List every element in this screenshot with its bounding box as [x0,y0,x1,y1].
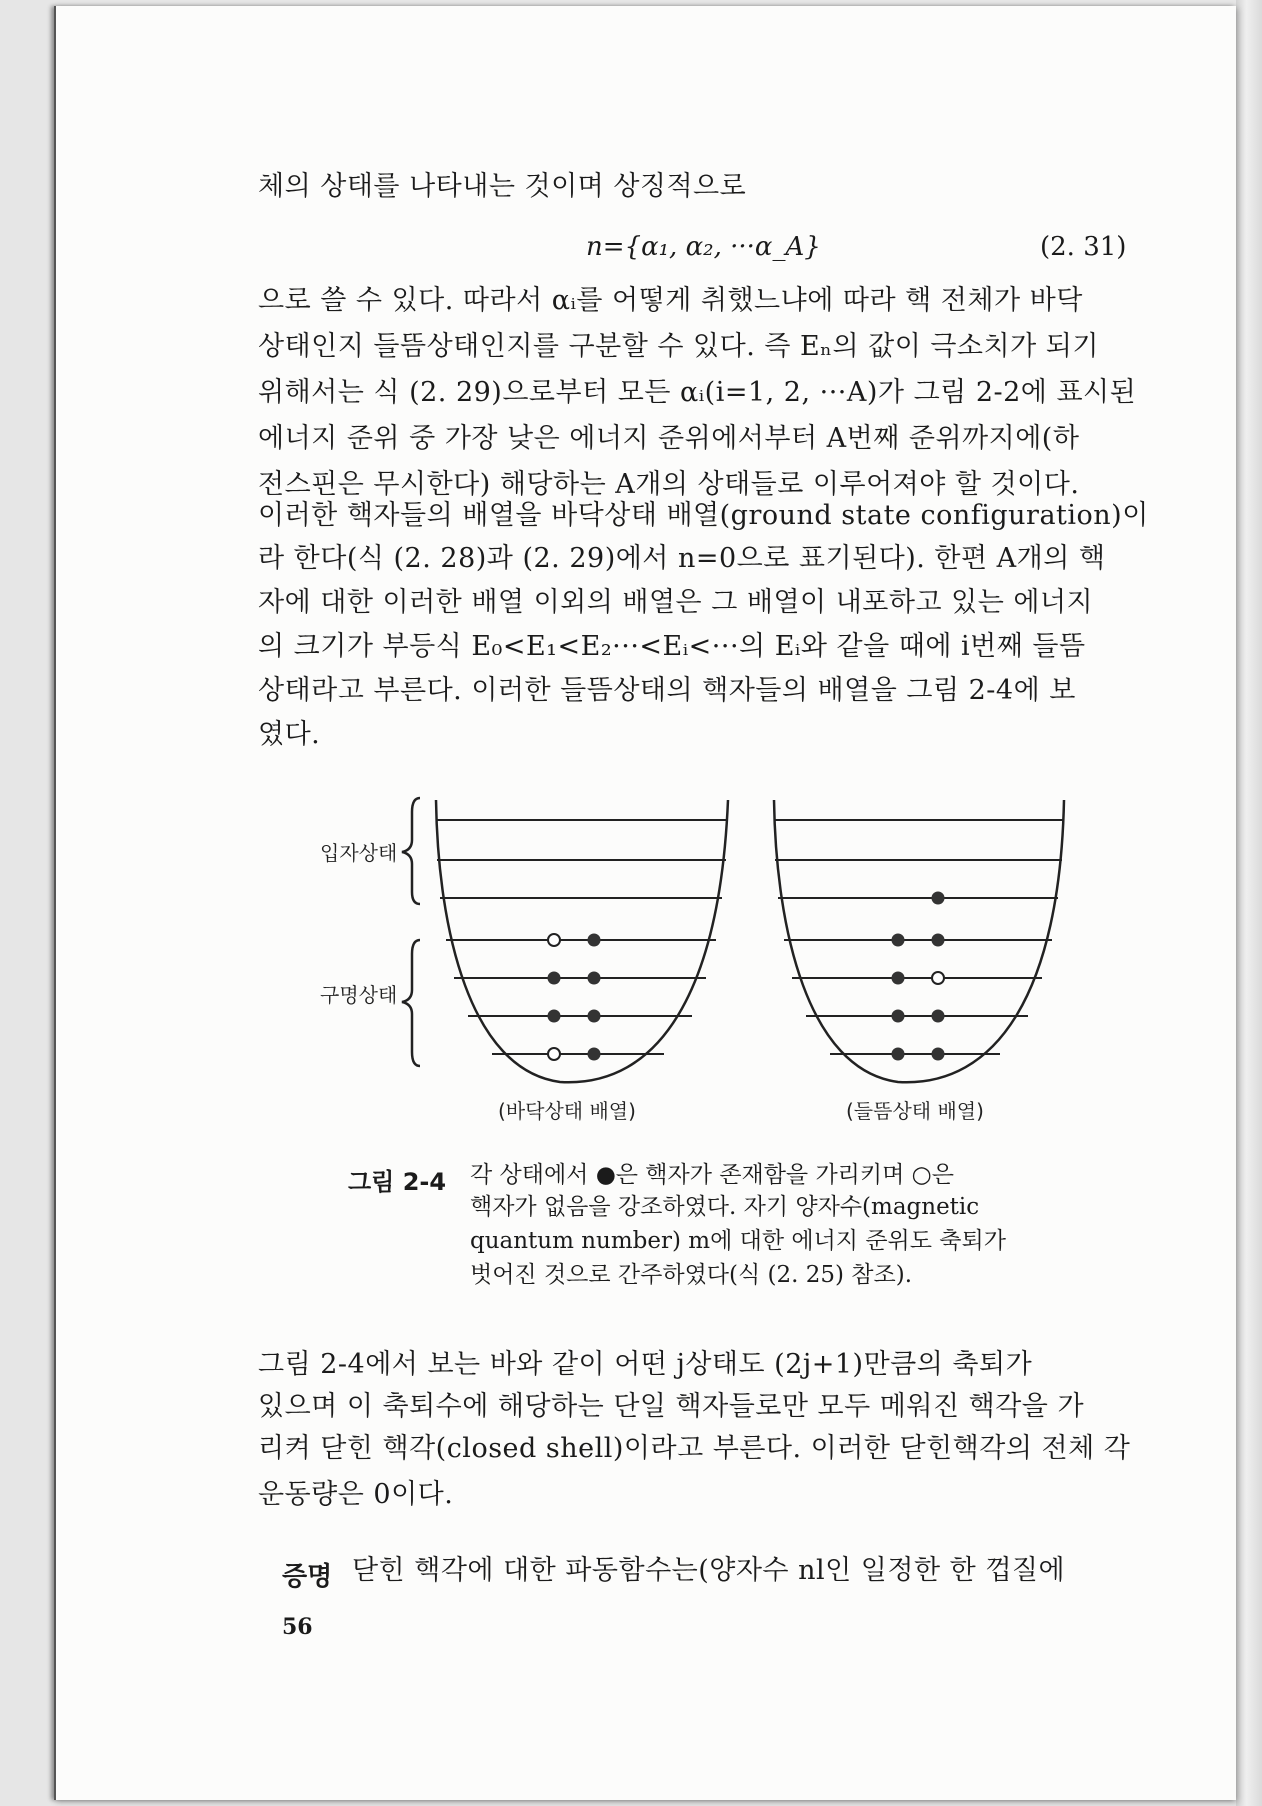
figure-label: 그림 2-4 [348,1168,447,1196]
page-number: 56 [282,1614,313,1640]
equation-number: (2. 31) [1040,232,1127,262]
paragraph1-line: 으로 쓸 수 있다. 따라서 αᵢ를 어떻게 취했느냐에 따라 핵 전체가 바닥 [258,285,1083,316]
proof-text: 닫힌 핵각에 대한 파동함수는(양자수 nl인 일정한 한 껍질에 [352,1555,1066,1586]
equation-2-31: n={α₁, α₂, ···α_A} [586,232,821,262]
caption-excited-state: (들뜸상태 배열) [846,1099,984,1123]
label-particle-state: 입자상태 [320,841,398,865]
label-hole-state: 구명상태 [320,983,398,1007]
page-edge [1236,0,1262,1806]
paragraph1-line: 위해서는 식 (2. 29)으로부터 모든 αᵢ(i=1, 2, ···A)가 그림 2-2에 표시된 [258,377,1137,408]
text-line-top: 체의 상태를 나타내는 것이며 상징적으로 [258,171,747,202]
potential-well-right [774,800,1064,1082]
brace-particle [402,798,420,904]
figure-caption-line: quantum number) m에 대한 에너지 준위도 축퇴가 [470,1228,1006,1254]
figure-caption-line: 벗어진 것으로 간주하였다(식 (2. 25) 참조). [470,1262,913,1288]
nucleons-right [892,892,945,1061]
paragraph1-line: 라 한다(식 (2. 28)과 (2. 29)에서 n=0으로 표기된다). 한편 A개의 핵 [258,543,1106,574]
brace-hole [402,940,420,1066]
figure-caption-line: 핵자가 없음을 강조하였다. 자기 양자수(magnetic [470,1194,980,1220]
paragraph1-line: 였다. [258,719,321,750]
paragraph1-line: 상태라고 부른다. 이러한 들뜸상태의 핵자들의 배열을 그림 2-4에 보 [258,675,1076,706]
paragraph2-line: 리켜 닫힌 핵각(closed shell)이라고 부른다. 이러한 닫힌핵각의 전체 각 [258,1433,1131,1464]
proof-label: 증명 [282,1562,333,1592]
paragraph2-line: 있으며 이 축퇴수에 해당하는 단일 핵자들로만 모두 메워진 핵각을 가 [258,1391,1085,1422]
paragraph1-line: 에너지 준위 중 가장 낮은 에너지 준위에서부터 A번째 준위까지에(하 [258,423,1080,454]
paragraph1-line: 전스핀은 무시한다) 해당하는 A개의 상태들로 이루어져야 할 것이다. [258,469,1080,500]
paragraph1-line: 이러한 핵자들의 배열을 바닥상태 배열(ground state configuration)이 [258,500,1149,531]
paragraph1-line: 자에 대한 이러한 배열 이외의 배열은 그 배열이 내포하고 있는 에너지 [258,587,1094,618]
paragraph1-line: 의 크기가 부등식 E₀<E₁<E₂···<Eᵢ<···의 Eᵢ와 같을 때에 i번째 들뜸 [258,631,1086,662]
shell-configuration-figure [320,790,1100,1130]
paragraph1-line: 상태인지 들뜸상태인지를 구분할 수 있다. 즉 Eₙ의 값이 극소치가 되기 [258,331,1099,362]
figure-caption-line: 각 상태에서 ●은 핵자가 존재함을 가리키며 ○은 [470,1162,954,1188]
potential-well-left [436,800,728,1082]
nucleons-left [548,934,601,1061]
paragraph2-line: 운동량은 0이다. [258,1479,454,1510]
paragraph2-line: 그림 2-4에서 보는 바와 같이 어떤 j상태도 (2j+1)만큼의 축퇴가 [258,1349,1033,1380]
caption-ground-state: (바닥상태 배열) [498,1099,636,1123]
